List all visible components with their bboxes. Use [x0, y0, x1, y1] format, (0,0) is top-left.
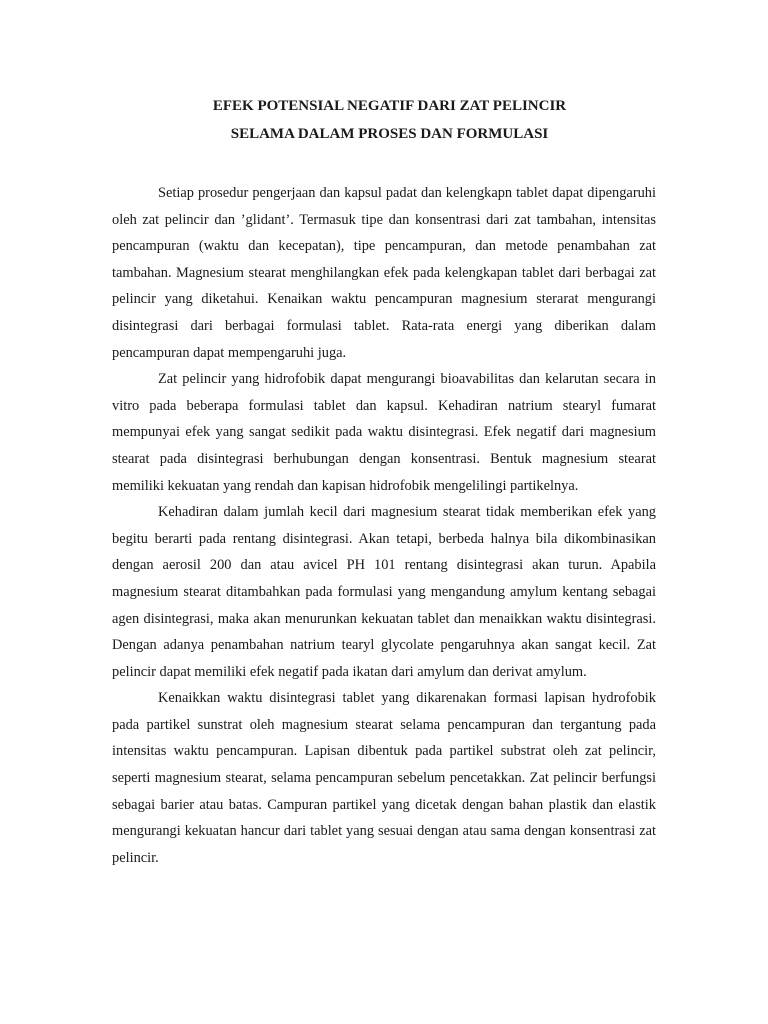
paragraph-4: Kenaikkan waktu disintegrasi tablet yang dikarenakan formasi lapisan hydrofobik pada partikel sunstrat oleh magnesium stearat selama pencampuran dan tergantung pada intensitas waktu pencampuran. Lapisan dibentuk pada partikel substrat oleh zat pelincir, seperti magnesium stearat, selama pencampuran sebelum pencetakkan. Zat pelincir berfungsi sebagai barier atau batas. Campuran partikel yang dicetak dengan bahan plastik dan elastik mengurangi kekuatan hancur dari tablet yang sesuai dengan atau sama dengan konsentrasi zat pelincir.	[112, 690, 656, 866]
document-body	[112, 180, 656, 871]
title-line-1: EFEK POTENSIAL NEGATIF DARI ZAT PELINCIR	[212, 98, 567, 114]
title-line-2: SELAMA DALAM PROSES DAN FORMULASI	[230, 126, 549, 142]
paragraph-2: Zat pelincir yang hidrofobik dapat mengurangi bioavabilitas dan kelarutan secara in vitro pada beberapa formulasi tablet dan kapsul. Kehadiran natrium stearyl fumarat mempunyai efek yang sangat sedikit pada waktu disintegrasi. Efek negatif dari magnesium stearat pada disintegrasi berhubungan dengan konsentrasi. Bentuk magnesium stearat memiliki kekuatan yang rendah dan kapisan hidrofobik mengelilingi partikelnya.	[112, 371, 656, 494]
document-title	[112, 92, 667, 148]
paragraph-3: Kehadiran dalam jumlah kecil dari magnesium stearat tidak memberikan efek yang begitu berarti pada rentang disintegrasi. Akan tetapi, berbeda halnya bila dikombinasikan dengan aerosil 200 dan atau avicel PH 101 rentang disintegrasi akan turun. Apabila magnesium stearat ditambahkan pada formulasi yang mengandung amylum kentang sebagai agen disintegrasi, maka akan menurunkan kekuatan tablet dan menaikkan waktu disintegrasi. Dengan adanya penambahan natrium tearyl glycolate pengaruhnya akan sangat kecil. Zat pelincir dapat memiliki efek negatif pada ikatan dari amylum dan derivat amylum.	[112, 504, 656, 680]
paragraph-1: Setiap prosedur pengerjaan dan kapsul padat dan kelengkapn tablet dapat dipengaruhi oleh zat pelincir dan ’glidant’. Termasuk tipe dan konsentrasi dari zat tambahan, intensitas pencampuran (waktu dan kecepatan), tipe pencampuran, dan metode penambahan zat tambahan. Magnesium stearat menghilangkan efek pada kelengkapan tablet dari berbagai zat pelincir yang diketahui. Kenaikan waktu pencampuran magnesium sterarat mengurangi disintegrasi dari berbagai formulasi tablet. Rata-rata energi yang diberikan dalam pencampuran dapat mempengaruhi juga.	[112, 185, 656, 361]
